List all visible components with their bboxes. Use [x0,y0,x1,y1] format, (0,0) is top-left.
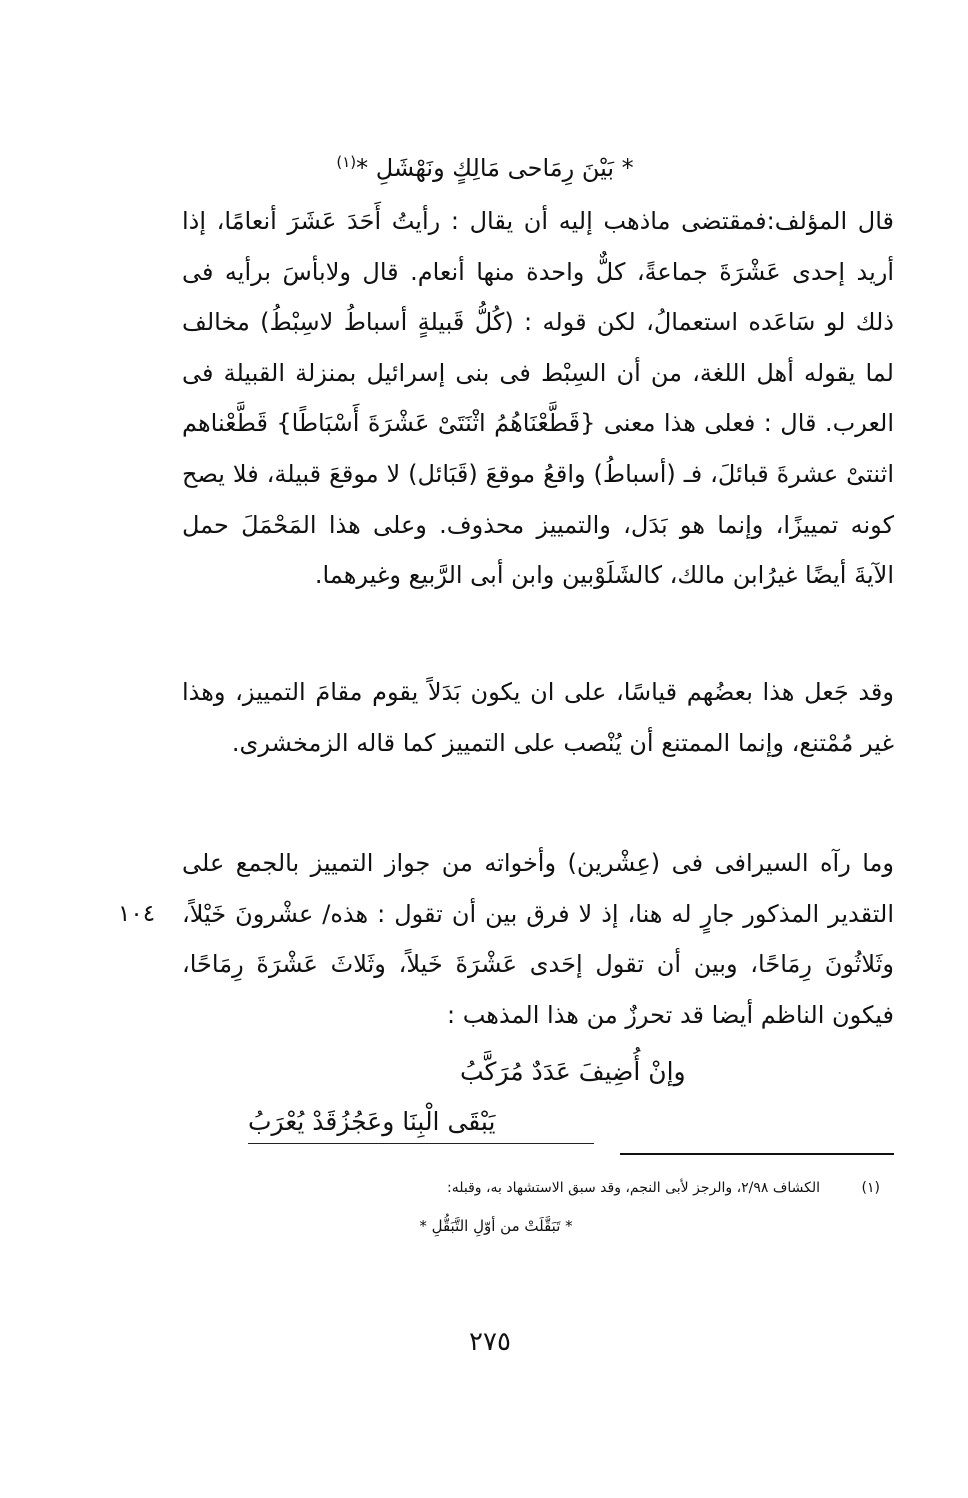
footnote-separator [620,1153,894,1155]
verse-line-1: وإنْ أُضِيفَ عَدَدٌ مُرَكَّبُ [460,1057,686,1086]
paragraph-author-opinion: قال المؤلف:فمقتضى ماذهب إليه أن يقال : رأيتُ أَحَدَ عَشَرَ أنعامًا، إذا أريد إحدى عَشْرَةَ جماعةً، كلٌّ واحدة منها أنعام. قال ولابأسَ برأيه فى ذلك لو سَاعَده استعمالُ، لكن قوله : (كُلُّ قَبيلةٍ أسباطُ لاسِبْطُ) مخالف لما يقوله أهل اللغة، من أن السِبْط فى بنى إسرائيل بمنزلة القبيلة فى العرب. قال : فعلى هذا معنى {قَطَّعْنَاهُمُ اثْنَتَىْ عَشْرَةَ أَسْبَاطًا} قَطَّعْناهم اثنتىْ عشرةَ قبائلَ، فـ (أسباطُ) واقعُ موقعَ (قَبَائل) لا موقعَ قبيلة، فلا يصح كونه تمييزًا، وإنما هو بَدَل، والتمييز محذوف. وعلى هذا المَحْمَلَ حمل الآيةَ أيضًا غيرُابن مالك، كالشَلَوْبين وابن أبى الرَّبيع وغيرهما. [182,207,894,590]
footnote-reference[interactable]: (١) [336,153,357,171]
paragraph-substitution: وقد جَعل هذا بعضُهم قياسًا، على ان يكون بَدَلاً يقوم مقامَ التمييز، وهذا غير مُمْتنع، وإنما الممتنع أن يُنْصب على التمييز كما قاله الزمخشرى. [182,678,894,757]
paragraph-sirafi: وما رآه السيرافى فى (عِشْرين) وأخواته من جواز التمييز بالجمع على التقدير المذكور جارٍ له هنا، إذ لا فرق بين أن تقول : هذه/ عشْرونَ خَيْلاً، وثَلاثُونَ رِمَاحًا، وبين أن تقول إحَدى عَشْرَةَ خَيلاً، وثَلاثَ عَشْرَةَ رِمَاحًا، فيكون الناظم أيضا قد تحرزٌ من هذا المذهب : [182,849,894,1029]
page-number: ٢٧٥ [469,1327,511,1357]
footnote-verse: * تَبَقَّلَتْ من أوّلِ التَّبَقُّلِ * [419,1217,573,1235]
verse-line-2: يَبْقَى الْبِنَا وعَجُزُقَدْ يُعْرَبُ [248,1107,496,1136]
opening-verse-text: * بَيْنَ رِمَاحى مَالِكٍ ونَهْشَلِ * [356,154,634,182]
verse-underline [248,1143,594,1144]
footnote-number: (١) [861,1180,880,1196]
footnote-text: الكشاف ٢/٩٨، والرجز لأبى النجم، وقد سبق الاستشهاد به، وقبله: [447,1180,820,1196]
opening-verse [250,142,720,188]
manuscript-page-marker: ١٠٤ [118,901,156,927]
